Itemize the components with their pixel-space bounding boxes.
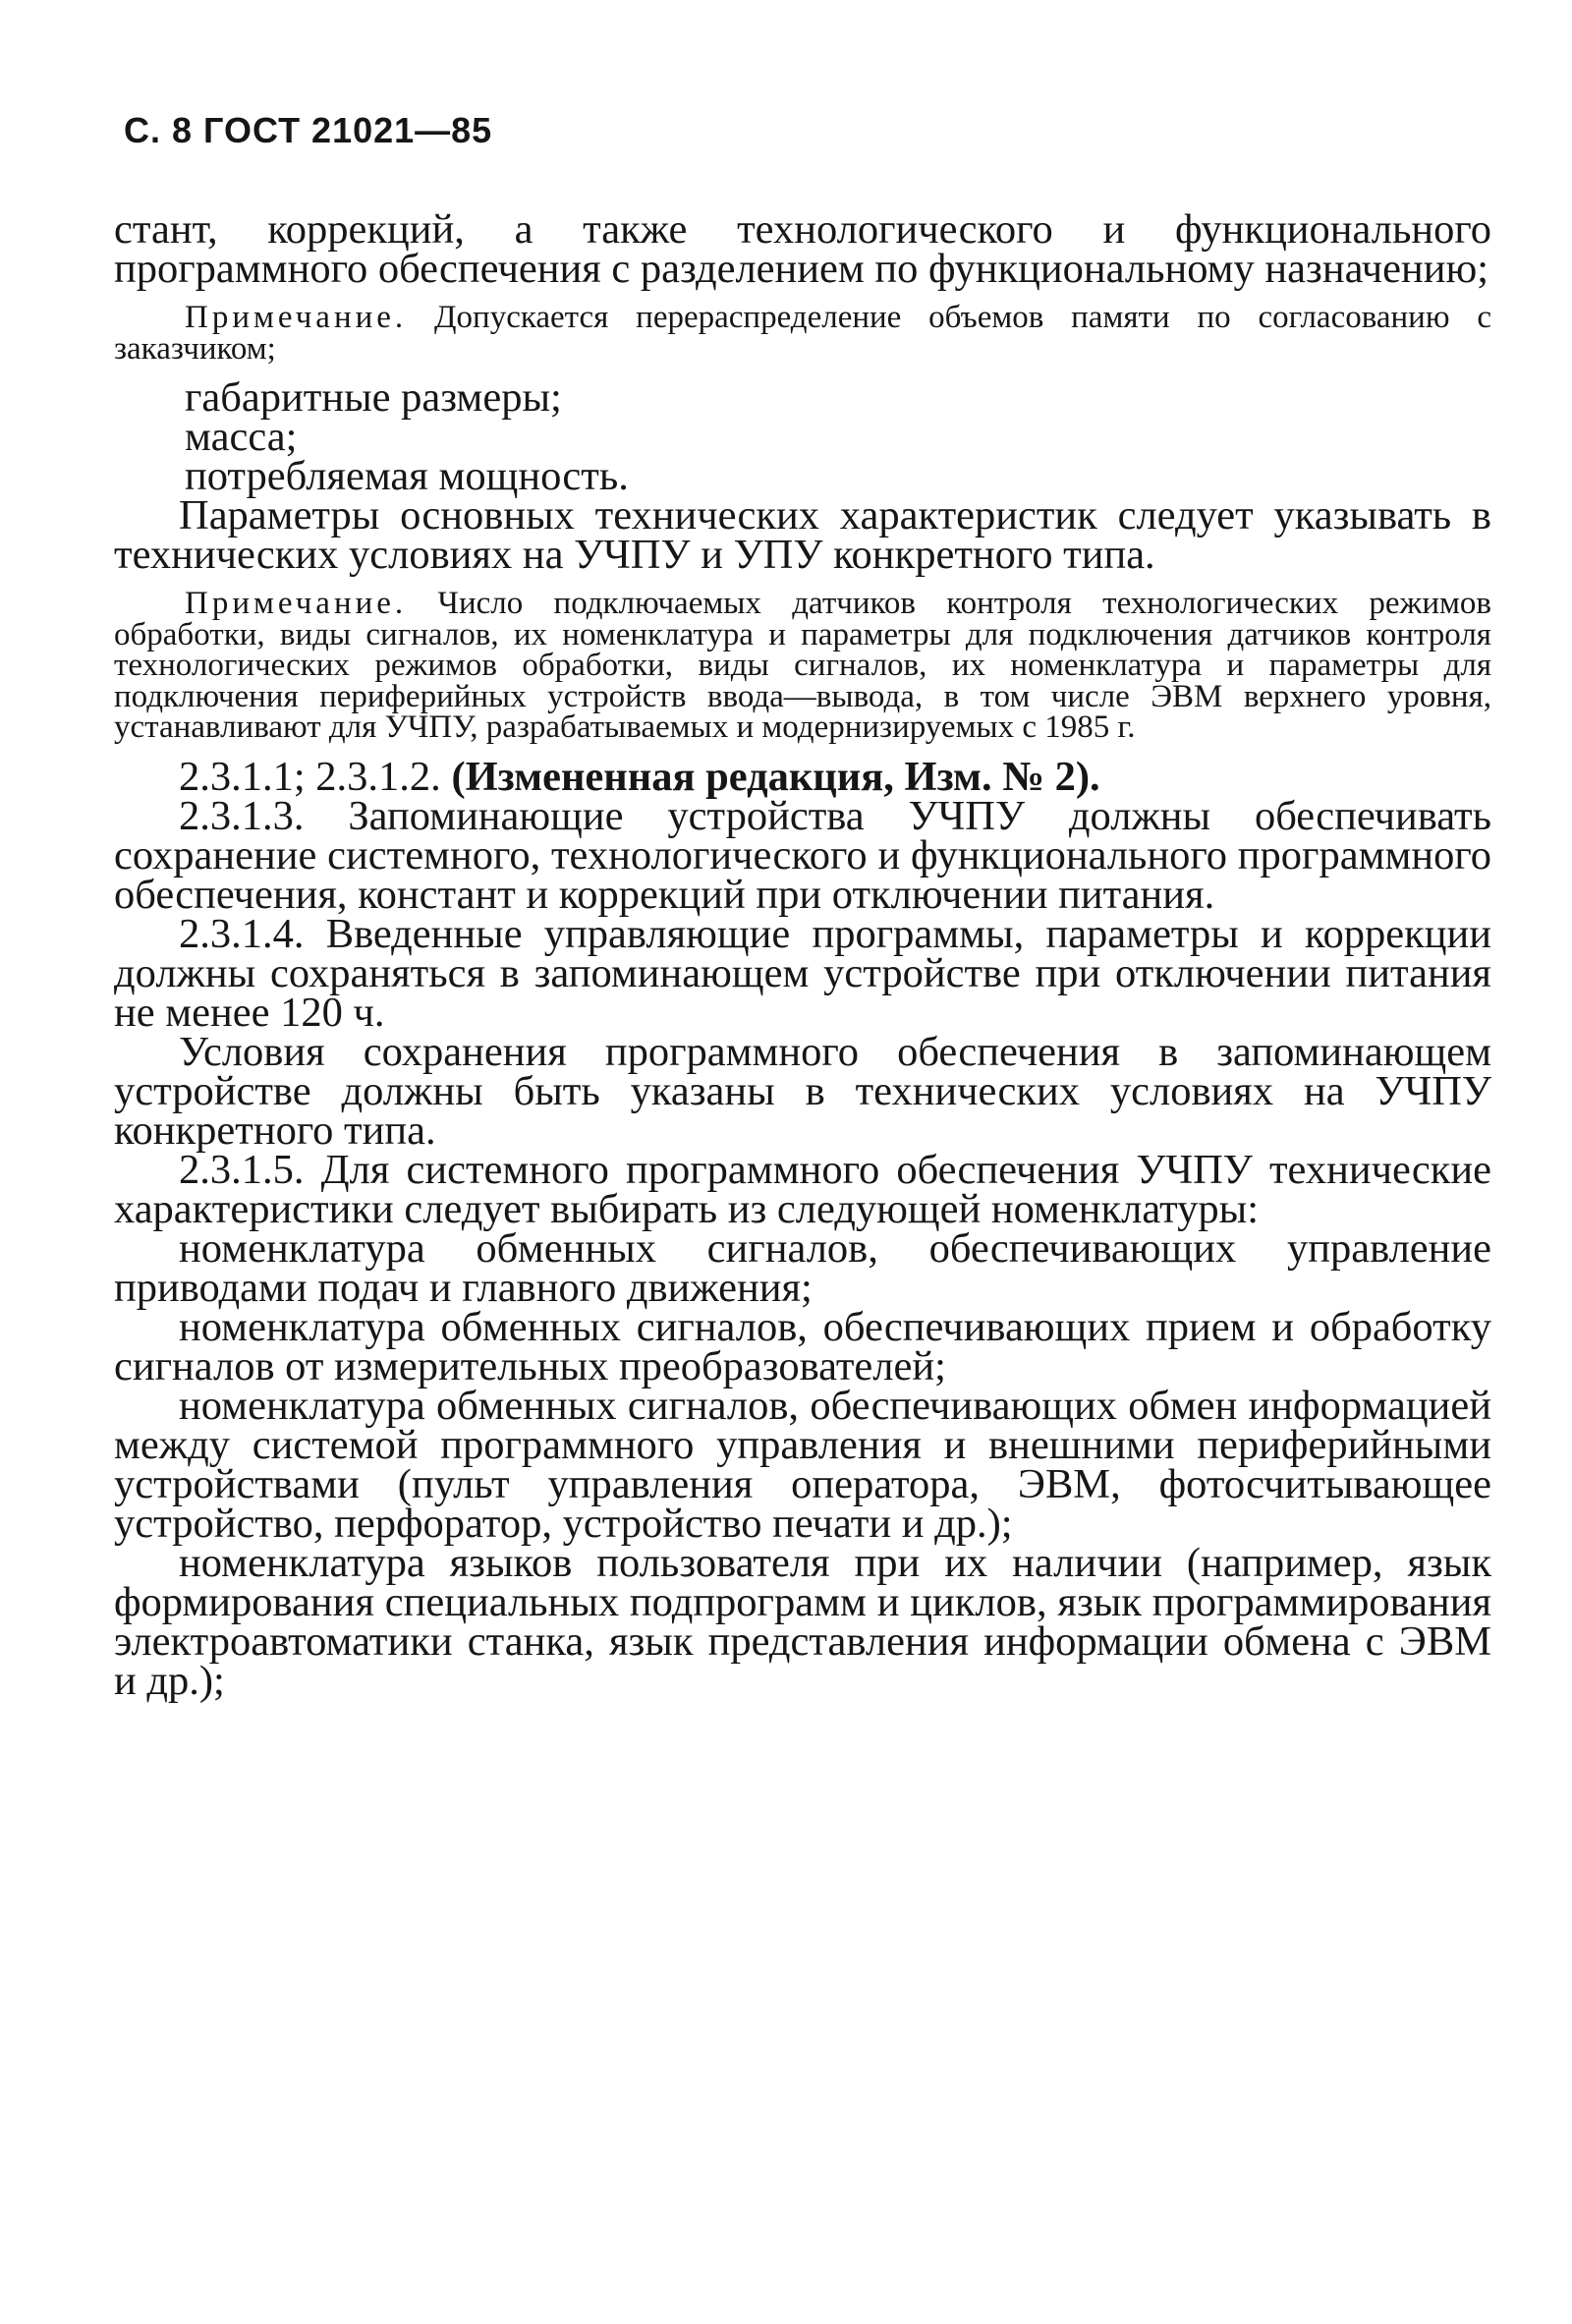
list-item: номенклатура обменных сигналов, обеспечивающих прием и обработку сигналов от измерительных преобразователей; [114, 1303, 1491, 1389]
list-item: номенклатура обменных сигналов, обеспечивающих обмен информацией между системой программного управления и внешними периферийными устройствами (пульт управления оператора, ЭВМ, фотосчитывающее устройство, перфоратор, устройство печати и др.); [114, 1382, 1491, 1547]
list-item: номенклатура языков пользователя при их наличии (например, язык формирования специальных подпрограмм и циклов, язык программирования электроавтоматики станка, язык представления информации обмена с ЭВМ и др.); [114, 1539, 1491, 1704]
note-2-label: Примечание. [185, 586, 408, 621]
paragraph-2315: 2.3.1.5. Для системного программного обеспечения УЧПУ технические характеристики следует выбирать из следующей номенклатуры: [114, 1146, 1491, 1232]
list-item: потребляемая мощность. [185, 453, 629, 499]
edit-note: (Измененная редакция, Изм. № 2). [440, 753, 1100, 800]
note-1 [114, 300, 1491, 367]
paragraph-intro: стант, коррекций, а также технологического и функционального программного обеспечения с разделением по функциональному назначению; [114, 206, 1491, 292]
note-1-text: Допускается перераспределение объемов памяти по согласованию с заказчиком; [114, 300, 1491, 367]
list-item: габаритные размеры; [185, 374, 562, 421]
paragraph-2313: 2.3.1.3. Запоминающие устройства УЧПУ должны обеспечивать сохранение системного, технологического и функционального программного обеспечения, констант и коррекций при отключении питания. [114, 792, 1491, 918]
paragraph-2312 [114, 753, 1491, 800]
list-item: номенклатура обменных сигналов, обеспечивающих управление приводами подач и главного движения; [114, 1224, 1491, 1311]
paragraph-2314: 2.3.1.4. Введенные управляющие программы, параметры и коррекции должны сохраняться в запоминающем устройстве при отключении питания не менее 120 ч. [114, 910, 1491, 1036]
paragraph-conditions: Условия сохранения программного обеспечения в запоминающем устройстве должны быть указаны в технических условиях на УЧПУ конкретного типа. [114, 1028, 1491, 1154]
note-1-label: Примечание. [185, 300, 408, 335]
paragraph-params: Параметры основных технических характеристик следует указывать в технических условиях на УЧПУ и УПУ конкретного типа. [114, 492, 1491, 578]
note-2 [114, 586, 1491, 745]
clause-number: 2.3.1.1; 2.3.1.2. [179, 753, 441, 800]
document-body [114, 206, 1491, 1704]
list-item: масса; [185, 414, 298, 460]
note-2-text: Число подключаемых датчиков контроля технологических режимов обработки, виды сигналов, их номенклатура и параметры для подключения датчиков контроля технологических режимов обработки, виды сигналов, их номенклатура и параметры для подключения периферийных устройств ввода—вывода, в том числе ЭВМ верхнего уровня, устанавливают для УЧПУ, разрабатываемых и модернизируемых с 1985 г. [114, 586, 1491, 745]
page-header: С. 8 ГОСТ 21021—85 [124, 110, 493, 150]
